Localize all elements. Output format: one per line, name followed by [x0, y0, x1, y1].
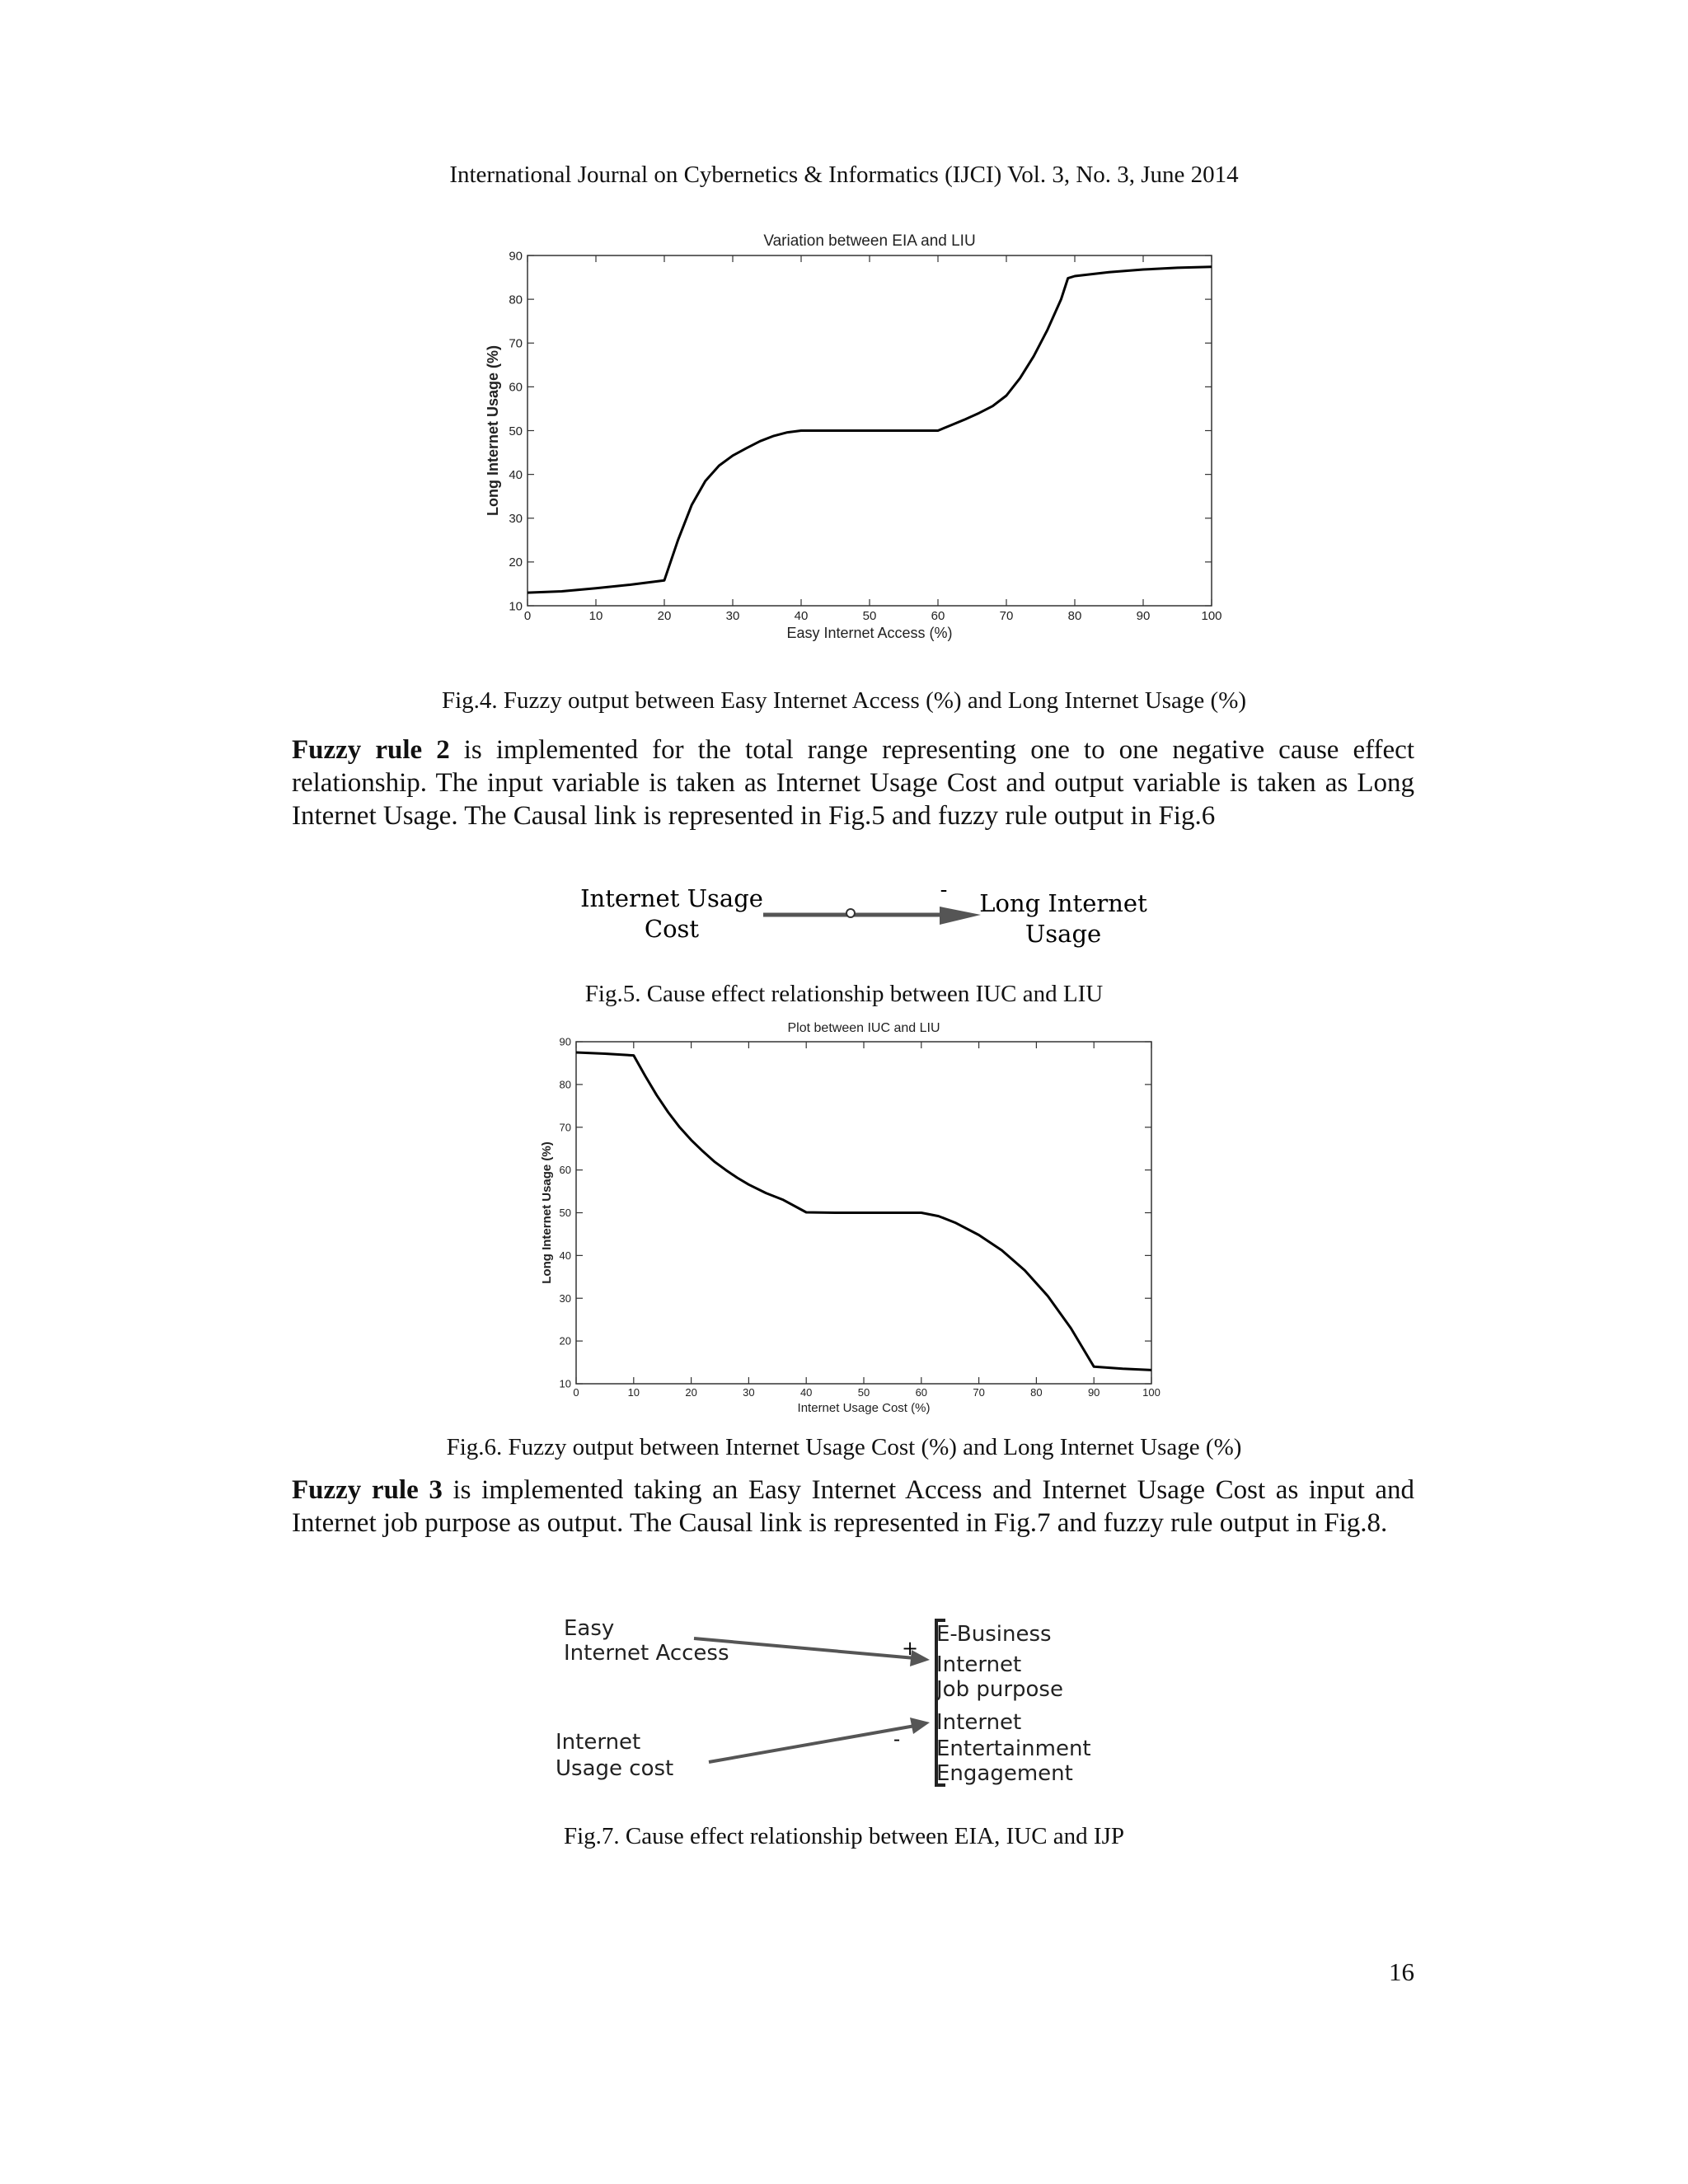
y-tick-label: 70 — [559, 1121, 571, 1134]
y-tick-label: 20 — [509, 555, 523, 570]
x-tick-label: 40 — [794, 609, 809, 623]
paragraph-bold-lead: Fuzzy rule 2 — [292, 735, 450, 765]
fig7-output-item: Engagement — [936, 1761, 1073, 1786]
fig6-chart — [528, 1014, 1170, 1426]
fig7-input1-line1: Easy — [564, 1616, 615, 1641]
fig7-diagram — [544, 1607, 1170, 1805]
y-tick-label: 40 — [559, 1249, 571, 1262]
x-tick-label: 20 — [685, 1386, 697, 1399]
y-tick-label: 70 — [509, 336, 523, 351]
fig7-sign-minus: - — [893, 1727, 901, 1750]
fig5-caption: Fig.5. Cause effect relationship between IUC and LIU — [584, 981, 1104, 1007]
y-tick-label: 10 — [509, 599, 523, 614]
fig7-output-item: Entertainment — [936, 1736, 1091, 1761]
running-header: International Journal on Cybernetics & Informatics (IJCI) Vol. 3, No. 3, June 2014 — [449, 162, 1239, 188]
x-tick-label: 10 — [627, 1386, 640, 1399]
fig7-input2-line2: Usage cost — [556, 1756, 674, 1781]
x-tick-label: 60 — [915, 1386, 928, 1399]
fig5-link-dot — [846, 909, 855, 917]
fig4-chart — [470, 223, 1228, 643]
y-tick-label: 10 — [559, 1377, 571, 1390]
x-tick-label: 90 — [1136, 609, 1151, 623]
x-tick-label: 100 — [1201, 609, 1222, 623]
y-tick-label: 30 — [559, 1291, 571, 1305]
x-tick-label: 80 — [1030, 1386, 1043, 1399]
y-tick-label: 20 — [559, 1334, 571, 1347]
y-tick-label: 90 — [509, 249, 523, 264]
x-tick-label: 100 — [1142, 1386, 1160, 1399]
fig7-sign-plus: + — [902, 1637, 919, 1660]
y-tick-label: 40 — [509, 467, 523, 482]
y-tick-label: 80 — [559, 1078, 571, 1091]
fig7-arrowhead-iuc — [910, 1718, 930, 1734]
y-tick-label: 50 — [509, 424, 523, 438]
paragraph-fuzzy-rule-2 — [292, 733, 1414, 832]
fig4-caption: Fig.4. Fuzzy output between Easy Internet Access (%) and Long Internet Usage (%) — [441, 687, 1247, 714]
paragraph-body: is implemented taking an Easy Internet Access and Internet Usage Cost as input and Internet job purpose as output. The Causal link is represented in Fig.7 and fuzzy rule output in Fig.8. — [292, 1475, 1414, 1538]
fig7-output-item: E-Business — [936, 1622, 1052, 1647]
fig7-arrow-iuc — [709, 1726, 915, 1762]
paragraph-body: is implemented for the total range representing one to one negative cause effect relationship. The input variable is taken as Internet Usage Cost and output variable is taken as Long Internet Usage. The Causal link is represented in Fig.5 and fuzzy rule output in Fig.6 — [292, 735, 1414, 831]
y-axis-label: Long Internet Usage (%) — [539, 1141, 554, 1284]
y-axis-label: Long Internet Usage (%) — [485, 344, 501, 517]
x-tick-label: 80 — [1067, 609, 1082, 623]
fig5-sign: - — [940, 878, 948, 902]
fig5-target-line1: Long Internet — [979, 889, 1147, 917]
y-tick-label: 60 — [509, 380, 523, 395]
x-axis-label: Easy Internet Access (%) — [786, 625, 953, 641]
data-series-line — [528, 267, 1212, 593]
fig7-input1-line2: Internet Access — [564, 1641, 729, 1666]
fig5-source-line2: Cost — [644, 915, 700, 943]
x-tick-label: 90 — [1087, 1386, 1100, 1399]
fig7-caption: Fig.7. Cause effect relationship between EIA, IUC and IJP — [564, 1823, 1124, 1849]
x-tick-label: 70 — [973, 1386, 985, 1399]
x-tick-label: 40 — [799, 1386, 813, 1399]
fig6-caption: Fig.6. Fuzzy output between Internet Usage Cost (%) and Long Internet Usage (%) — [446, 1434, 1242, 1460]
x-tick-label: 50 — [862, 609, 877, 623]
fig5-source-line1: Internet Usage — [580, 884, 763, 912]
fig7-output-item: Job purpose — [936, 1677, 1063, 1702]
fig5-arrowhead — [940, 907, 981, 925]
y-tick-label: 60 — [559, 1164, 571, 1177]
x-tick-label: 60 — [931, 609, 945, 623]
fig7-output-item: Internet — [936, 1710, 1022, 1735]
chart-title: Variation between EIA and LIU — [763, 232, 976, 250]
page-number: 16 — [1389, 1957, 1414, 1986]
x-tick-label: 10 — [588, 609, 603, 623]
data-series-line — [576, 1052, 1151, 1370]
paragraph-fuzzy-rule-3 — [292, 1474, 1414, 1540]
x-tick-label: 30 — [743, 1386, 755, 1399]
paragraph-bold-lead: Fuzzy rule 3 — [292, 1475, 443, 1505]
x-tick-label: 20 — [657, 609, 672, 623]
x-tick-label: 0 — [523, 609, 532, 623]
fig7-output-item: Internet — [936, 1652, 1022, 1677]
y-tick-label: 90 — [559, 1035, 571, 1048]
fig5-diagram — [569, 874, 1162, 968]
fig5-target-line2: Usage — [1025, 920, 1102, 948]
x-tick-label: 50 — [857, 1386, 870, 1399]
y-tick-label: 50 — [559, 1207, 571, 1220]
y-tick-label: 80 — [509, 293, 523, 307]
y-tick-label: 30 — [509, 512, 523, 526]
fig7-input2-line1: Internet — [556, 1730, 641, 1755]
chart-title: Plot between IUC and LIU — [787, 1021, 940, 1035]
x-tick-label: 30 — [725, 609, 740, 623]
x-axis-label: Internet Usage Cost (%) — [797, 1401, 931, 1415]
x-tick-label: 0 — [573, 1386, 579, 1399]
x-tick-label: 70 — [999, 609, 1014, 623]
